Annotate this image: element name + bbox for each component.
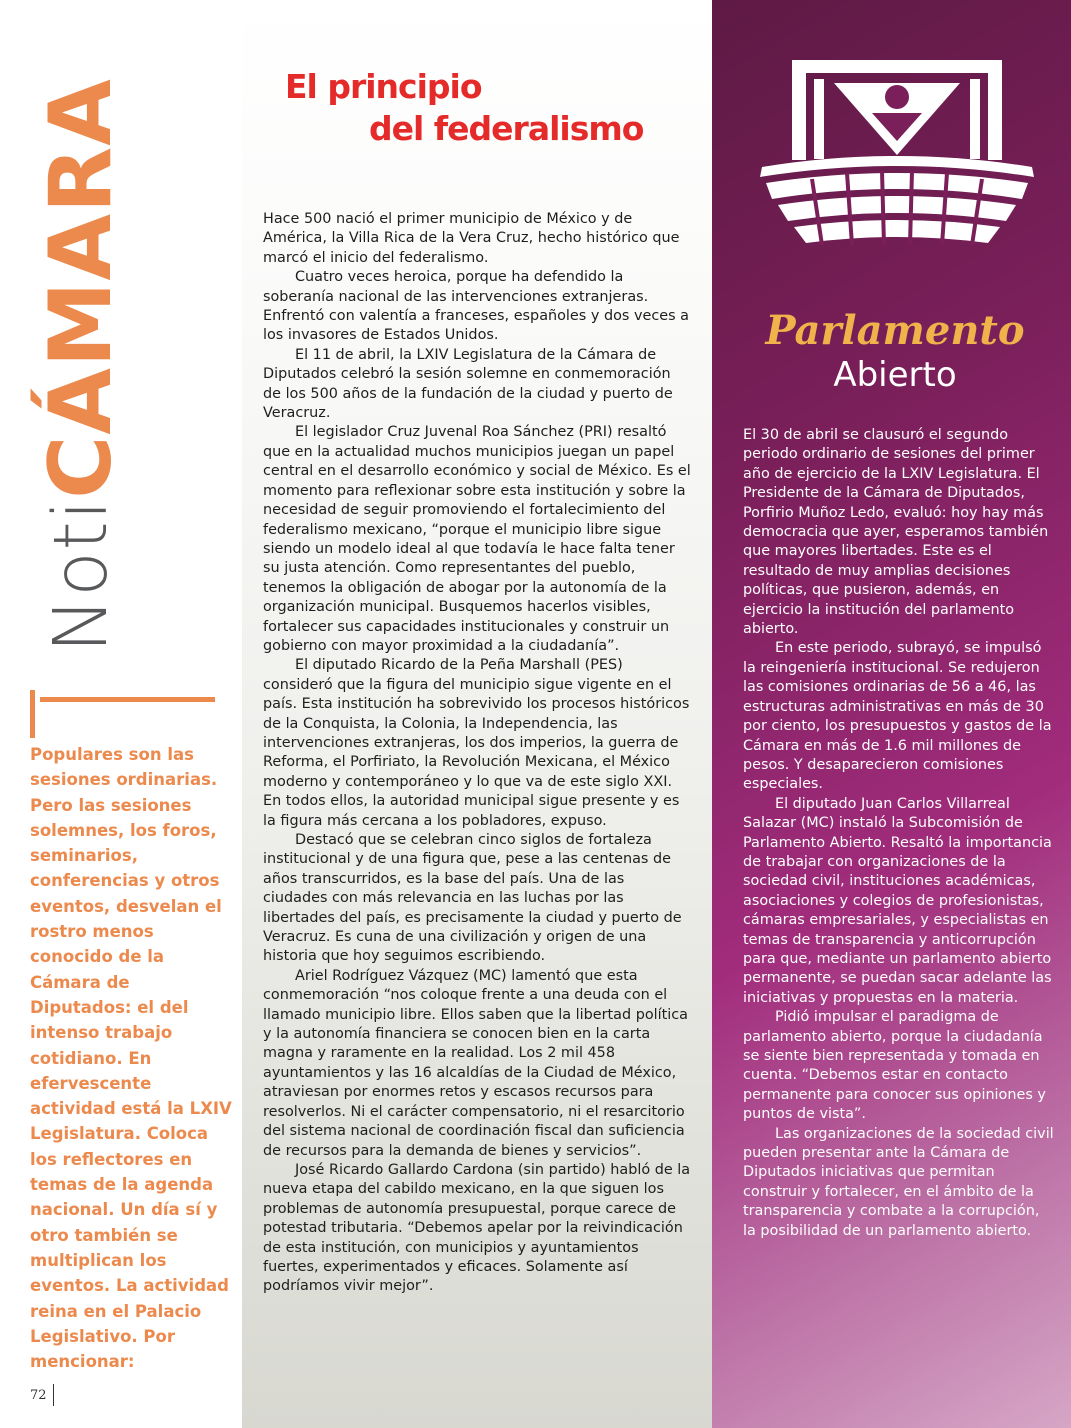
article-paragraph: Destacó que se celebran cinco siglos de fortaleza institucional y de una figura que, pese a las centenas de años transcurridos, es la base del país. Una de las ciudades con más relevancia en las luchas por las libertades del país, es precisamente la ciudad y puerto de Veracruz. Es cuna de una civilización y origen de una historia que hoy seguimos escribiendo. (263, 832, 682, 965)
masthead-rule-vertical (30, 690, 35, 738)
page-number: 72 (30, 1388, 47, 1403)
article-paragraph: Ariel Rodríguez Vázquez (MC) lamentó que esta conmemoración “nos coloque frente a una deuda con el llamado municipio libre. Ellos saben que la libertad política y la autonomía financiera se conocen bien en la carta magna y raramente en la realidad. Los 2 mil 458 ayuntamientos y las 16 alcaldías de la Ciudad de México, atraviesan por enormes retos y escasos recursos para resolverlos. Ni el carácter compensatorio, ni el resarcitorio del sistema nacional de coordinación fiscal dan suficiencia de recursos para la demanda de bienes y servicios”. (263, 967, 688, 1159)
article-paragraph: El diputado Ricardo de la Peña Marshall (PES) consideró que la figura del municipio sigue vigente en el país. Esta institución ha sobrevivido los procesos históricos de la Conquista, la Colonia, la Independencia, las intervenciones extranjeras, los dos imperios, la guerra de Reforma, el Porfiriato, la Revolución Mexicana, el México moderno y contemporáneo y lo que va de este siglo XXI. En todos ellos, la autoridad municipal sigue presente y es la figura más cercana a los pobladores, expuso. (263, 657, 690, 829)
section-masthead (31, 63, 131, 653)
chamber-logo-icon (752, 55, 1042, 265)
article-body (263, 210, 693, 1297)
sidebar-paragraph: Las organizaciones de la sociedad civil pueden presentar ante la Cámara de Diputados iniciativas que permitan construir y fortalecer, en el ámbito de la transparencia y combate a la corrupción, la posibilidad de un parlamento abierto. (743, 1125, 1054, 1239)
masthead-noti: Noti (38, 498, 124, 653)
page-number-rule (53, 1384, 54, 1406)
article-paragraph: El 11 de abril, la LXIV Legislatura de la Cámara de Diputados celebró la sesión solemne en conmemoración de los 500 años de la fundación de la ciudad y puerto de Veracruz. (263, 346, 673, 422)
sidebar-paragraph: En este periodo, subrayó, se impulsó la reingeniería institucional. Se redujeron las comisiones ordinarias de 56 a 46, las estructuras administrativas en más de 30 por ciento, los presupuestos y gastos de la Cámara en más de 1.6 mil millones de pesos. Y desaparecieron comisiones especiales. (743, 640, 1052, 793)
sidebar-title-sub: Abierto (833, 355, 957, 395)
masthead-rule-horizontal (40, 697, 215, 702)
sidebar-paragraph: Pidió impulsar el paradigma de parlamento abierto, porque la ciudadanía se siente bien representada y tomada en cuenta. “Debemos estar en contacto permanente para conocer sus opiniones y puntos de vista”. (743, 1009, 1046, 1123)
sidebar-paragraph: El 30 de abril se clausuró el segundo periodo ordinario de sesiones del primer año de ejercicio de la LXIV Legislatura. El Presidente de la Cámara de Diputados, Porfirio Muñoz Ledo, evaluó: hoy hay más democracia que ayer, esperamos también que mayores libertades. Este es el resultado de muy amplias decisiones políticas, que pusieron, además, en ejercicio la institución del parlamento abierto. (743, 427, 1049, 638)
article-paragraph: José Ricardo Gallardo Cardona (sin partido) habló de la nueva etapa del cabildo mexicano, en la que siguen los problemas de autonomía presupuestal, porque carece de potestad tributaria. “Debemos apelar por la reivindicación de esta institución, con municipios y ayuntamientos fuertes, experimentados y eficaces. Solamente así podríamos vivir mejor”. (263, 1161, 691, 1295)
article-title-line1: El principio (285, 67, 482, 106)
intro-text: Populares son las sesiones ordinarias. Pero las sesiones solemnes, los foros, seminarios, conferencias y otros eventos, desvelan el rostro menos conocido de la Cámara de Diputados: el del intenso trabajo cotidiano. En efervescente actividad está la LXIV Legislatura. Coloca los reflectores en temas de la agenda nacional. Un día sí y otro también se multiplican los eventos. La actividad reina en el Palacio Legislativo. Por mencionar: (30, 745, 232, 1372)
sidebar-body (743, 426, 1055, 1241)
article-paragraph: Cuatro veces heroica, porque ha defendido la soberanía nacional de las intervenciones extranjeras. Enfrentó con valentía a franceses, españoles y dos veces a los invasores de Estados Unidos. (263, 269, 689, 344)
masthead-camara: CÁMARA (31, 78, 131, 499)
sidebar-title-script: Parlamento (765, 307, 1025, 354)
article-paragraph: Hace 500 nació el primer municipio de México y de América, la Villa Rica de la Vera Cruz, hecho histórico que marcó el inicio del federalismo. (263, 211, 680, 266)
article-paragraph: El legislador Cruz Juvenal Roa Sánchez (PRI) resaltó que en la actualidad muchos municipios juegan un papel central en el desarrollo económico y social de México. Es el momento para reflexionar sobre esta institución y sobre la necesidad de seguir promoviendo el fortalecimiento del federalismo mexicano, “porque el municipio libre sigue siendo un modelo ideal al que todavía le hace falta tener su justa atención. Como representantes del pueblo, tenemos la obligación de abogar por la autonomía de la organización municipal. Busquemos hacerlos visibles, fortalecer sus capacidades institucionales y construir un gobierno con mayor proximidad a la ciudadanía”. (263, 424, 691, 654)
sidebar-paragraph: El diputado Juan Carlos Villarreal Salazar (MC) instaló la Subcomisión de Parlamento Abierto. Resaltó la importancia de trabajar con organizaciones de la sociedad civil, instituciones académicas, asociaciones y colegios de profesionistas, cámaras empresariales, y especialistas en temas de transparencia y anticorrupción para que, mediante un parlamento abierto permanente, se puedan sacar adelante las iniciativas y propuestas en la materia. (743, 795, 1052, 1006)
article-title-line2: del federalismo (369, 109, 644, 148)
article-title (285, 66, 705, 150)
